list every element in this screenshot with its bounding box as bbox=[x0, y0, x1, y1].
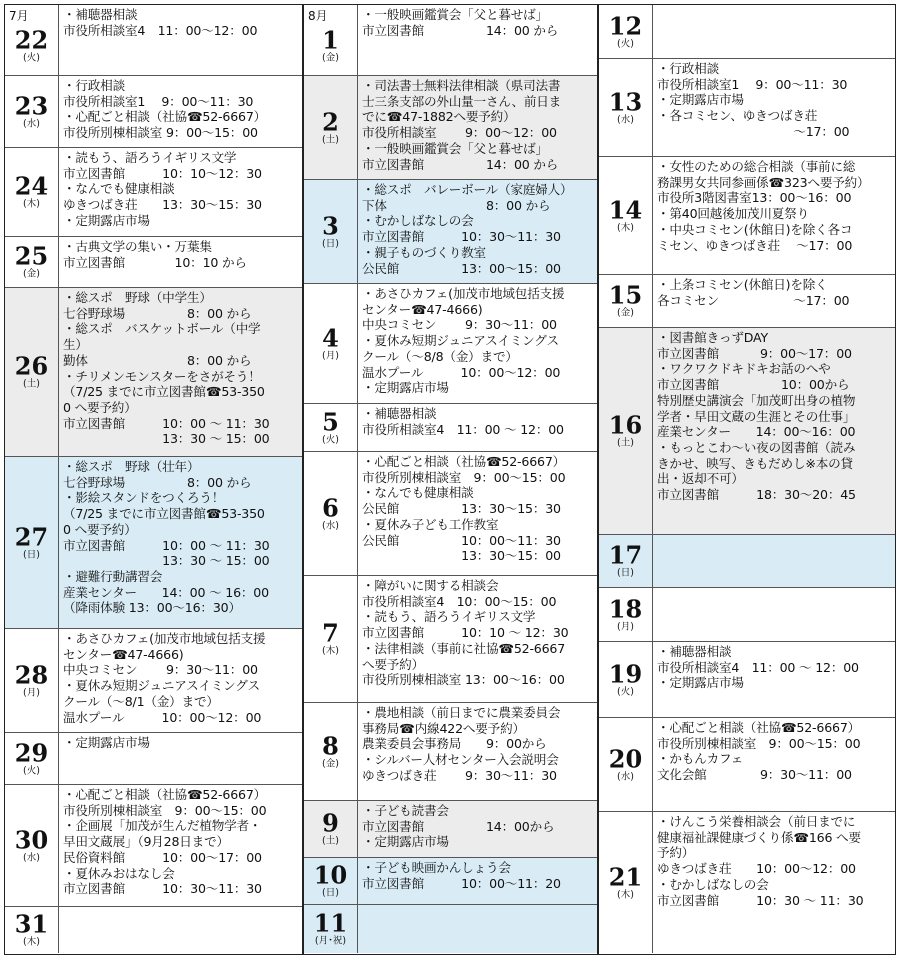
event-list bbox=[358, 858, 597, 904]
day-number: 19 bbox=[608, 659, 643, 688]
event-line: 市役所3階図書室13：00～16：00 bbox=[657, 190, 852, 206]
day-number: 24 bbox=[14, 171, 49, 201]
day-row bbox=[599, 812, 895, 953]
date-cell bbox=[304, 284, 358, 403]
weekday-label: (火) bbox=[23, 765, 40, 776]
day-row bbox=[304, 703, 597, 801]
date-cell bbox=[5, 148, 59, 236]
event-line: 公民館 13：00～15：00 bbox=[362, 260, 561, 276]
event-line: 市役所相談室1 9：00～11：30 bbox=[657, 76, 848, 92]
day-number: 8 bbox=[322, 731, 339, 760]
date-cell bbox=[5, 907, 59, 953]
event-line: 中央コミセン 9：30～11：00 bbox=[362, 317, 557, 333]
event-line: 七谷野球場 8：00 から bbox=[63, 305, 252, 321]
event-line: 文化会館 9：30～11：00 bbox=[657, 767, 852, 783]
day-row bbox=[5, 457, 302, 629]
event-line: 温水プール 10：00～12：00 bbox=[362, 364, 561, 380]
event-line: 市役所相談室1 9：00～11：30 bbox=[63, 93, 254, 109]
calendar-column-2 bbox=[303, 4, 598, 955]
day-row bbox=[599, 59, 895, 157]
event-line: ・障がいに関する相談会 bbox=[362, 578, 499, 593]
event-line: ミセン、ゆきつばき荘 ～17：00 bbox=[657, 237, 853, 253]
event-line: 産業センター 14：00～16：00 bbox=[657, 424, 856, 440]
event-line: （7/25 までに市立図書館☎53-350 bbox=[63, 506, 265, 522]
event-line: 市役所相談室4 10：00～15：00 bbox=[362, 593, 557, 609]
date-cell bbox=[304, 180, 358, 283]
month-label: 7月 bbox=[9, 9, 29, 23]
event-line: 市役所別棟相談室 9：00～15：00 bbox=[657, 735, 861, 751]
event-list bbox=[59, 148, 302, 236]
date-cell bbox=[5, 76, 59, 147]
event-list bbox=[358, 452, 597, 575]
event-list bbox=[653, 642, 895, 717]
day-row bbox=[599, 5, 895, 59]
weekday-label: (火) bbox=[23, 52, 40, 64]
date-cell bbox=[5, 733, 59, 784]
event-line: 0 へ要予約） bbox=[63, 399, 137, 415]
day-row bbox=[599, 157, 895, 275]
day-number: 3 bbox=[322, 211, 339, 240]
weekday-label: (金) bbox=[617, 307, 634, 319]
weekday-label: (木) bbox=[23, 936, 40, 948]
event-line: ・行政相談 bbox=[657, 61, 719, 76]
weekday-label: (月) bbox=[23, 687, 40, 698]
event-line: ・心配ごと相談（社協☎52-6667） bbox=[63, 109, 267, 125]
weekday-label: (水) bbox=[23, 118, 40, 129]
date-cell bbox=[599, 812, 653, 953]
event-line: 健康福祉課健康づくり係☎166 へ要 bbox=[657, 829, 861, 845]
event-line: 市立図書館 9：00～17：00 bbox=[657, 345, 852, 361]
event-line: 中央コミセン 9：30～11：00 bbox=[63, 662, 258, 678]
event-list bbox=[653, 328, 895, 534]
weekday-label: (金) bbox=[322, 758, 339, 769]
day-number: 14 bbox=[608, 195, 643, 224]
day-row bbox=[5, 733, 302, 785]
day-number: 7 bbox=[322, 618, 339, 648]
event-list bbox=[653, 5, 895, 58]
event-line: ・定期露店市場 bbox=[657, 675, 744, 691]
event-line: ・チリメンモンスターをさがそう！ bbox=[63, 368, 261, 384]
day-row bbox=[304, 180, 597, 284]
event-list bbox=[59, 907, 302, 953]
weekday-label: (日) bbox=[617, 567, 634, 579]
event-line: 市役所相談室 9：00～12：00 bbox=[362, 125, 557, 141]
day-number: 21 bbox=[608, 862, 643, 891]
event-line: ・あさひカフェ(加茂市地域包括支援 bbox=[63, 631, 266, 646]
event-line: 出・返却不可） bbox=[657, 471, 744, 487]
date-cell bbox=[599, 5, 653, 58]
event-line: 下体 8：00 から bbox=[362, 197, 551, 213]
event-line: ・行政相談 bbox=[63, 78, 125, 93]
date-cell bbox=[5, 288, 59, 456]
event-list bbox=[358, 284, 597, 403]
event-line: 市役所別棟相談室 13：00～16：00 bbox=[362, 672, 565, 688]
event-line: 13：30～15：00 bbox=[362, 548, 561, 564]
event-line: 市役所相談室4 11：00～12：00 bbox=[63, 22, 258, 38]
event-line: 市立図書館 14：00 から bbox=[362, 156, 559, 172]
weekday-label: (水) bbox=[617, 114, 634, 125]
event-line: 学者・早田文蔵の生涯とその仕事」 bbox=[657, 408, 856, 424]
date-cell bbox=[599, 642, 653, 717]
date-cell bbox=[599, 718, 653, 811]
event-line: ・上条コミセン(休館日)を除く bbox=[657, 277, 828, 292]
day-number: 20 bbox=[608, 744, 643, 773]
event-line: ・けんこう栄養相談会（前日までに bbox=[657, 814, 856, 829]
day-number: 26 bbox=[14, 351, 49, 381]
day-row bbox=[599, 328, 895, 535]
event-line: ・子ども読書会 bbox=[362, 803, 449, 818]
event-line: ・夏休み短期ジュニアスイミングス bbox=[362, 333, 559, 349]
date-cell bbox=[599, 59, 653, 156]
calendar-column-1 bbox=[4, 4, 303, 955]
event-line: ・補聴器相談 bbox=[63, 7, 138, 22]
event-line: センター☎47-4666) bbox=[63, 646, 184, 662]
event-line: ・農地相談（前日までに農業委員会 bbox=[362, 705, 561, 720]
event-line: 市役所相談室4 11：00 ～ 12：00 bbox=[362, 421, 564, 437]
event-list bbox=[358, 905, 597, 953]
event-line: 市立図書館 10：30 ～ 11：30 bbox=[657, 892, 864, 908]
event-line: 公民館 10：00～11：30 bbox=[362, 532, 561, 548]
event-line: 市役所別棟相談室 9：00～15：00 bbox=[63, 125, 258, 141]
event-line: 士三条支部の外山量一さん、前日ま bbox=[362, 93, 562, 109]
event-line: クール（～8/8（金）まで） bbox=[362, 348, 518, 364]
event-line: 市立図書館 10：10 ～ 12：30 bbox=[362, 625, 569, 641]
date-cell bbox=[599, 275, 653, 327]
event-line: ・法律相談（事前に社協☎52-6667 bbox=[362, 640, 566, 656]
event-list bbox=[358, 5, 597, 75]
event-line: ゆきつばき荘 13：30～15：30 bbox=[63, 197, 262, 213]
day-row bbox=[599, 642, 895, 718]
event-line: 務課男女共同参画係☎323へ要予約） bbox=[657, 174, 870, 190]
day-number: 22 bbox=[14, 25, 49, 55]
event-line: ・夏休み短期ジュニアスイミングス bbox=[63, 678, 260, 694]
event-list bbox=[653, 535, 895, 587]
weekday-label: (木) bbox=[617, 222, 634, 233]
event-line: ・補聴器相談 bbox=[362, 406, 437, 421]
event-line: ・定期露店市場 bbox=[362, 380, 449, 396]
event-line: ・司法書士無料法律相談（県司法書 bbox=[362, 78, 561, 93]
date-cell bbox=[304, 576, 358, 702]
day-number: 4 bbox=[322, 323, 339, 352]
weekday-label: (土) bbox=[322, 134, 339, 145]
event-line: ・もっとこわ～い夜の図書館（読み bbox=[657, 439, 856, 455]
weekday-label: (日) bbox=[23, 549, 40, 560]
event-line: クール（～8/1（金）まで） bbox=[63, 693, 219, 709]
event-line: 0 へ要予約） bbox=[63, 521, 137, 537]
weekday-label: (日) bbox=[322, 238, 339, 249]
day-row bbox=[304, 284, 597, 404]
event-line: 市立図書館 14：00 から bbox=[362, 22, 559, 38]
day-number: 1 bbox=[322, 25, 339, 55]
date-cell bbox=[304, 452, 358, 575]
weekday-label: (火) bbox=[322, 434, 339, 445]
day-row bbox=[5, 237, 302, 288]
event-line: 勤体 8：00 から bbox=[63, 352, 252, 368]
event-line: ・図書館きっずDAY bbox=[657, 330, 768, 345]
day-row bbox=[304, 452, 597, 576]
event-line: ・各コミセン、ゆきつばき荘 bbox=[657, 108, 818, 124]
day-number: 10 bbox=[313, 860, 348, 890]
event-line: 特別歴史講演会「加茂町出身の植物 bbox=[657, 392, 856, 408]
event-line: 公民館 13：30～15：30 bbox=[362, 501, 561, 517]
event-line: 市立図書館 10：00 ～ 11：30 bbox=[63, 537, 270, 553]
event-line: ・なんでも健康相談 bbox=[63, 181, 175, 197]
event-list bbox=[653, 275, 895, 327]
weekday-label: (月) bbox=[617, 621, 634, 632]
day-row bbox=[304, 5, 597, 76]
weekday-label: (日) bbox=[322, 887, 339, 899]
event-line: 温水プール 10：00～12：00 bbox=[63, 709, 262, 725]
weekday-label: (火) bbox=[617, 38, 634, 49]
event-line: センター☎47-4666) bbox=[362, 301, 483, 317]
event-line: ・シルバー人材センター入会説明会 bbox=[362, 752, 559, 768]
day-number: 16 bbox=[608, 410, 643, 440]
event-list bbox=[358, 76, 597, 179]
event-line: ・夏休みおはなし会 bbox=[63, 865, 175, 881]
event-line: （7/25 までに市立図書館☎53-350 bbox=[63, 384, 265, 400]
event-line: ・読もう、語ろうイギリス文学 bbox=[362, 609, 536, 625]
event-line: ・企画展「加茂が生んだ植物学者・ bbox=[63, 818, 262, 834]
day-row bbox=[5, 148, 302, 237]
event-line: 生） bbox=[63, 337, 88, 353]
day-row bbox=[304, 858, 597, 905]
day-row bbox=[5, 288, 302, 457]
weekday-label: (木) bbox=[617, 889, 634, 900]
weekday-label: (土) bbox=[23, 378, 40, 390]
day-row bbox=[599, 535, 895, 588]
day-row bbox=[5, 785, 302, 907]
day-number: 31 bbox=[14, 909, 49, 939]
day-row bbox=[304, 905, 597, 953]
day-number: 5 bbox=[322, 407, 339, 436]
event-list bbox=[653, 157, 895, 274]
event-line: ・定期露店市場 bbox=[362, 834, 449, 850]
date-cell bbox=[599, 157, 653, 274]
event-line: 13：30 ～ 15：00 bbox=[63, 553, 270, 569]
weekday-label: (水) bbox=[322, 520, 339, 531]
event-line: 13：30 ～ 15：00 bbox=[63, 431, 270, 447]
date-cell bbox=[304, 5, 358, 75]
day-number: 30 bbox=[14, 825, 49, 854]
event-line: 市立図書館 18：30～20：45 bbox=[657, 487, 856, 503]
event-line: 市立図書館 10：30～11：30 bbox=[362, 229, 561, 245]
event-list bbox=[59, 629, 302, 732]
date-cell bbox=[5, 237, 59, 287]
event-line: 市立図書館 10：00～11：20 bbox=[362, 875, 561, 891]
event-line: 市立図書館 14：00から bbox=[362, 818, 555, 834]
day-row bbox=[5, 76, 302, 148]
day-number: 11 bbox=[313, 908, 348, 938]
day-row bbox=[5, 629, 302, 733]
day-number: 13 bbox=[608, 87, 643, 116]
day-row bbox=[304, 404, 597, 452]
event-line: 市立図書館 10：00から bbox=[657, 377, 850, 393]
day-number: 17 bbox=[608, 540, 643, 570]
weekday-label: (土) bbox=[322, 835, 339, 847]
weekday-label: (月) bbox=[322, 350, 339, 361]
day-row bbox=[5, 5, 302, 76]
event-list bbox=[653, 718, 895, 811]
day-number: 15 bbox=[608, 280, 643, 310]
date-cell bbox=[599, 535, 653, 587]
event-line: ・総スポ 野球（壮年） bbox=[63, 459, 200, 474]
event-line: 市立図書館 10：00 ～ 11：30 bbox=[63, 415, 270, 431]
event-line: ・あさひカフェ(加茂市地域包括支援 bbox=[362, 286, 565, 301]
event-line: 七谷野球場 8：00 から bbox=[63, 474, 252, 490]
day-number: 18 bbox=[608, 594, 643, 623]
day-number: 25 bbox=[14, 241, 49, 271]
day-row bbox=[5, 907, 302, 953]
event-list bbox=[59, 785, 302, 906]
event-line: 市役所別棟相談室 9：00～15：00 bbox=[63, 802, 267, 818]
date-cell bbox=[5, 5, 59, 75]
event-line: ・総スポ バスケットボール（中学 bbox=[63, 321, 261, 337]
day-number: 2 bbox=[322, 107, 339, 136]
event-line: ・心配ごと相談（社協☎52-6667） bbox=[63, 787, 267, 802]
event-line: 農業委員会事務局 9：00から bbox=[362, 736, 547, 752]
event-line: ・女性のための総合相談（事前に総 bbox=[657, 159, 856, 174]
calendar-column-3 bbox=[598, 4, 896, 955]
event-line: 市立図書館 10：10 から bbox=[63, 254, 247, 270]
weekday-label: (月･祝) bbox=[314, 935, 347, 947]
event-list bbox=[653, 812, 895, 953]
event-line: ・第40回越後加茂川夏祭り bbox=[657, 206, 809, 222]
event-line: 市役所別棟相談室 9：00～15：00 bbox=[362, 469, 566, 485]
event-line: 市立図書館 10：30～11：30 bbox=[63, 881, 262, 897]
day-number: 23 bbox=[14, 91, 49, 120]
event-line: ～17：00 bbox=[657, 123, 850, 139]
event-line: ゆきつばき荘 9：30～11：30 bbox=[362, 767, 557, 783]
event-line: ・むかしばなしの会 bbox=[362, 213, 474, 229]
day-number: 9 bbox=[322, 808, 339, 838]
event-list bbox=[653, 588, 895, 641]
date-cell bbox=[304, 404, 358, 451]
event-line: ・中央コミセン(休館日)を除く各コ bbox=[657, 221, 853, 237]
date-cell bbox=[304, 801, 358, 857]
date-cell bbox=[5, 629, 59, 732]
day-number: 29 bbox=[14, 738, 49, 767]
event-line: ・読もう、語ろうイギリス文学 bbox=[63, 150, 237, 165]
event-list bbox=[358, 576, 597, 702]
weekday-label: (水) bbox=[23, 852, 40, 863]
date-cell bbox=[304, 76, 358, 179]
event-line: ・心配ごと相談（社協☎52-6667） bbox=[362, 454, 566, 469]
month-label: 8月 bbox=[308, 9, 328, 23]
event-line: 予約） bbox=[657, 845, 695, 861]
event-list bbox=[59, 733, 302, 784]
event-line: 産業センター 14：00 ～ 16：00 bbox=[63, 584, 269, 600]
event-line: 市立図書館 10：10～12：30 bbox=[63, 165, 262, 181]
day-number: 12 bbox=[608, 11, 643, 40]
event-list bbox=[358, 801, 597, 857]
date-cell bbox=[5, 457, 59, 628]
event-line: ・定期露店市場 bbox=[63, 212, 150, 228]
event-line: ・子ども映画かんしょう会 bbox=[362, 860, 511, 875]
event-line: ・むかしばなしの会 bbox=[657, 876, 769, 892]
date-cell bbox=[5, 785, 59, 906]
event-line: ゆきつばき荘 10：00～12：00 bbox=[657, 861, 856, 877]
day-number: 28 bbox=[14, 660, 49, 689]
event-line: 各コミセン ～17：00 bbox=[657, 292, 850, 308]
event-line: ・かもんカフェ bbox=[657, 751, 744, 767]
date-cell bbox=[304, 858, 358, 904]
weekday-label: (水) bbox=[617, 771, 634, 782]
day-row bbox=[599, 588, 895, 642]
weekday-label: (土) bbox=[617, 437, 634, 449]
event-line: ・定期露店市場 bbox=[63, 735, 150, 750]
day-number: 6 bbox=[322, 493, 339, 522]
event-list bbox=[358, 404, 597, 451]
event-line: でに☎47-1882へ要予約） bbox=[362, 109, 516, 125]
day-row bbox=[599, 718, 895, 812]
date-cell bbox=[304, 703, 358, 800]
event-line: ・ワクワクドキドキお話のへや bbox=[657, 361, 831, 377]
event-line: ・夏休み子ども工作教室 bbox=[362, 516, 499, 532]
weekday-label: (火) bbox=[617, 686, 634, 697]
event-line: ・心配ごと相談（社協☎52-6667） bbox=[657, 720, 861, 735]
event-list bbox=[59, 5, 302, 75]
event-line: ・避難行動講習会 bbox=[63, 568, 163, 584]
event-line: 事務局☎内線422へ要予約） bbox=[362, 720, 525, 736]
event-line: ・なんでも健康相談 bbox=[362, 485, 474, 501]
event-line: ・古典文学の集い・万葉集 bbox=[63, 239, 212, 254]
date-cell bbox=[599, 328, 653, 534]
event-line: きかせ、映写、きもだめし※本の貸 bbox=[657, 455, 853, 471]
day-row bbox=[304, 801, 597, 858]
event-line: ・一般映画鑑賞会「父と暮せば」 bbox=[362, 140, 548, 156]
weekday-label: (金) bbox=[322, 52, 339, 64]
weekday-label: (金) bbox=[23, 268, 40, 280]
event-line: ・総スポ バレーボール（家庭婦人） bbox=[362, 182, 573, 197]
event-list bbox=[59, 457, 302, 628]
event-line: （降雨体験 13：00～16：30） bbox=[63, 600, 241, 616]
event-line: ・定期露店市場 bbox=[657, 92, 744, 108]
event-list bbox=[59, 76, 302, 147]
day-row bbox=[304, 76, 597, 180]
event-list bbox=[59, 237, 302, 287]
date-cell bbox=[599, 588, 653, 641]
event-line: ・総スポ 野球（中学生） bbox=[63, 290, 212, 305]
day-row bbox=[599, 275, 895, 328]
weekday-label: (木) bbox=[322, 645, 339, 657]
event-line: ・一般映画鑑賞会「父と暮せば」 bbox=[362, 7, 548, 22]
weekday-label: (木) bbox=[23, 198, 40, 210]
event-line: ・影絵スタンドをつくろう！ bbox=[63, 490, 225, 506]
event-line: ・親子ものづくり教室 bbox=[362, 244, 486, 260]
day-row bbox=[304, 576, 597, 703]
event-line: 民俗資料館 10：00～17：00 bbox=[63, 849, 262, 865]
event-line: 市役所相談室4 11：00 ～ 12：00 bbox=[657, 659, 859, 675]
event-line: 早田文蔵展」（9月28日まで） bbox=[63, 834, 229, 850]
event-line: へ要予約） bbox=[362, 656, 424, 672]
event-list bbox=[653, 59, 895, 156]
date-cell bbox=[304, 905, 358, 953]
event-list bbox=[358, 180, 597, 283]
event-list bbox=[59, 288, 302, 456]
event-line: ・補聴器相談 bbox=[657, 644, 732, 659]
day-number: 27 bbox=[14, 522, 49, 551]
event-list bbox=[358, 703, 597, 800]
